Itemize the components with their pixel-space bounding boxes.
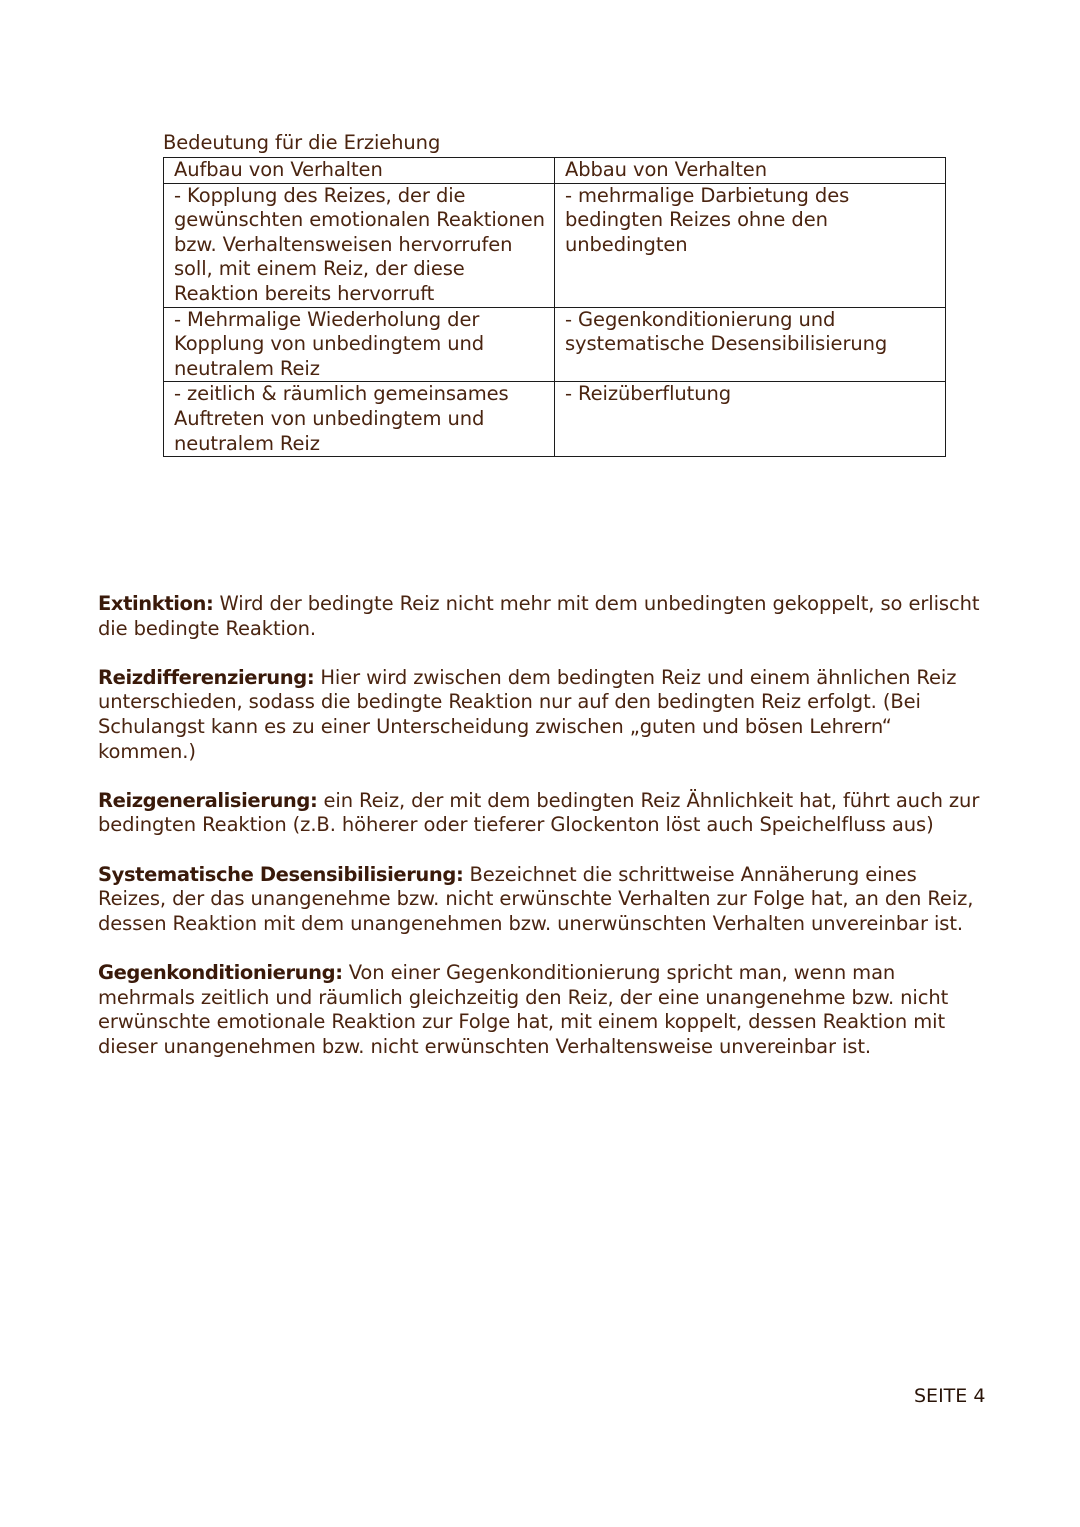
- page-number: SEITE 4: [914, 1385, 986, 1407]
- definition-systematische-desensibilisierung: [98, 863, 988, 937]
- definition-term: Reizgeneralisierung:: [98, 788, 318, 812]
- table-header-row: [164, 158, 946, 184]
- table-cell: - mehrmalige Darbietung des bedingten Reizes ohne den unbedingten: [555, 183, 946, 307]
- definition-term: Systematische Desensibilisierung:: [98, 862, 464, 886]
- table-cell: - Reizüberflutung: [555, 382, 946, 457]
- erziehung-table: [163, 157, 946, 457]
- definition-text: Wird der bedingte Reiz nicht mehr mit dem unbedingten gekoppelt, so erlischt die bedingte Reaktion.: [98, 592, 980, 640]
- definition-text: Von einer Gegenkonditionierung spricht man, wenn man mehrmals zeitlich und räumlich gleichzeitig den Reiz, der eine unangenehme bzw. nicht erwünschte emotionale Reaktion zur Folge hat, mit einem koppelt, dessen Reaktion mit dieser unangenehmen bzw. nicht erwünschten Verhaltensweise unvereinbar ist.: [98, 960, 949, 1058]
- definition-text: Bezeichnet die schrittweise Annäherung eines Reizes, der das unangenehme bzw. nicht erwünschte Verhalten zur Folge hat, an den Reiz, dessen Reaktion mit dem unangenehmen bzw. unerwünschten Verhalten unvereinbar ist.: [98, 862, 974, 935]
- definition-text: ein Reiz, der mit dem bedingten Reiz Ähnlichkeit hat, führt auch zur bedingten Reaktion (z.B. höherer oder tieferer Glockenton löst auch Speichelfluss aus): [98, 788, 980, 837]
- definition-reizdifferenzierung: [98, 666, 988, 764]
- definitions-section: [98, 592, 988, 1084]
- definition-gegenkonditionierung: [98, 961, 988, 1059]
- table-row: [164, 382, 946, 457]
- definition-term: Extinktion:: [98, 592, 214, 615]
- definition-extinktion: [98, 592, 988, 641]
- definition-reizgeneralisierung: [98, 789, 988, 838]
- definition-term: Reizdifferenzierung:: [98, 665, 315, 689]
- header-aufbau: Aufbau von Verhalten: [164, 158, 555, 184]
- table-cell: - Kopplung des Reizes, der die gewünschten emotionalen Reaktionen bzw. Verhaltensweisen hervorrufen soll, mit einem Reiz, der diese Reaktion bereits hervorruft: [164, 183, 555, 307]
- table-row: [164, 307, 946, 382]
- definition-term: Gegenkonditionierung:: [98, 960, 343, 984]
- table-cell: - Gegenkonditionierung und systematische Desensibilisierung: [555, 307, 946, 382]
- definition-text: Hier wird zwischen dem bedingten Reiz und einem ähnlichen Reiz unterschieden, sodass die bedingte Reaktion nur auf den bedingten Reiz erfolgt. (Bei Schulangst kann es zu einer Unterscheidung zwischen „guten und bösen Lehrern“ kommen.): [98, 665, 957, 763]
- table-cell: - Mehrmalige Wiederholung der Kopplung von unbedingtem und neutralem Reiz: [164, 307, 555, 382]
- header-abbau: Abbau von Verhalten: [555, 158, 946, 184]
- table-cell: - zeitlich & räumlich gemeinsames Auftreten von unbedingtem und neutralem Reiz: [164, 382, 555, 457]
- table-row: [164, 183, 946, 307]
- table-caption: Bedeutung für die Erziehung: [163, 131, 441, 154]
